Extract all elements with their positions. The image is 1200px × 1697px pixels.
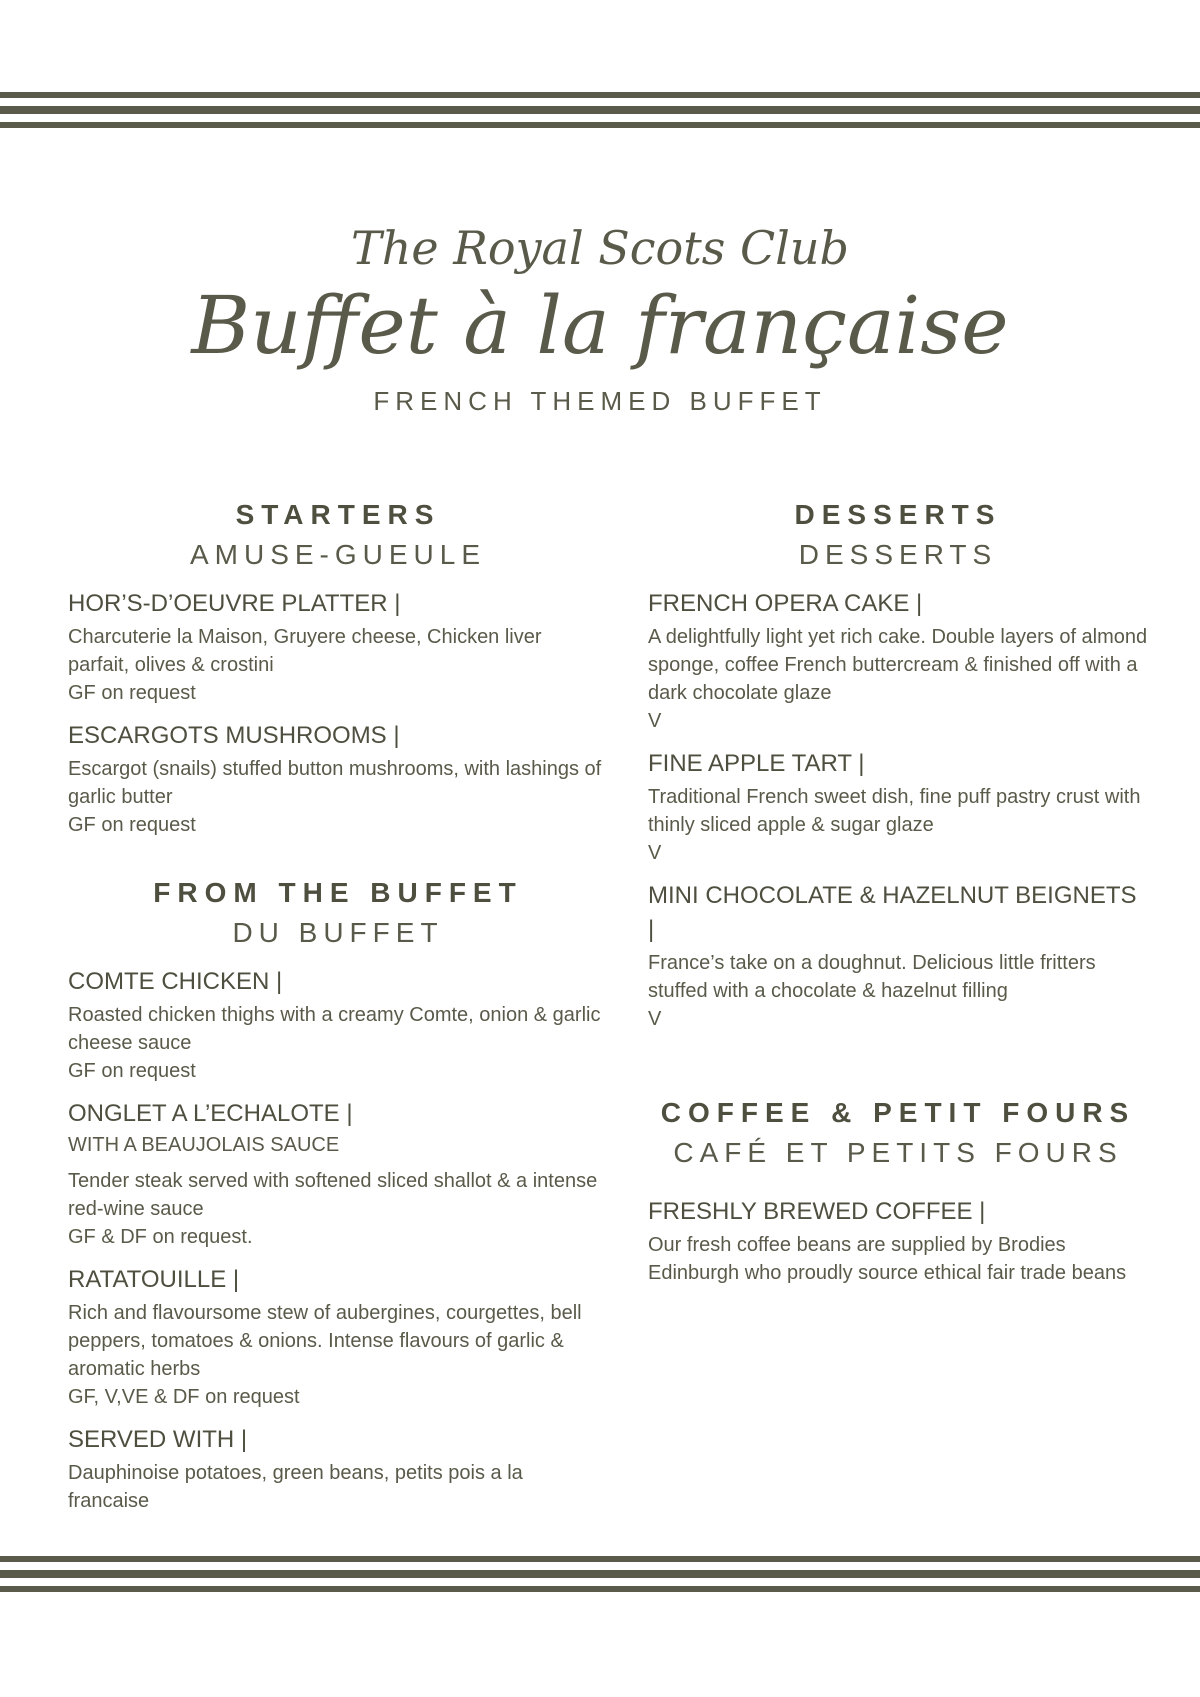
item-description: A delightfully light yet rich cake. Double layers of almond sponge, coffee French buttercream & finished off with a dark chocolate glaze (648, 626, 1148, 704)
item-name: ESCARGOTS MUSHROOMS | (68, 722, 400, 749)
stripe (0, 1556, 1200, 1562)
item-name: FINE APPLE TART | (648, 750, 865, 777)
item-dietary-note: V (648, 1008, 662, 1030)
item-description: Roasted chicken thighs with a creamy Comte, onion & garlic cheese sauce (68, 1004, 601, 1054)
right-column (648, 495, 1148, 1287)
menu-item (648, 1195, 1148, 1287)
item-dietary-note: GF on request (68, 682, 196, 704)
item-dietary-note: V (648, 710, 662, 732)
menu-title: Buffet à la française (191, 279, 1009, 372)
menu-item (68, 1423, 608, 1515)
item-description: Charcuterie la Maison, Gruyere cheese, Chicken liver parfait, olives & crostini (68, 626, 542, 676)
menu-header (0, 220, 1200, 417)
menu-item (648, 587, 1148, 735)
item-name: ONGLET A L’ECHALOTE | (68, 1100, 353, 1127)
section-heading-desserts (648, 495, 1148, 575)
item-description: France’s take on a doughnut. Delicious little fritters stuffed with a chocolate & hazelnut filling (648, 952, 1096, 1002)
section-title: COFFEE & PETIT FOURS (660, 1097, 1136, 1128)
stripe (0, 1570, 1200, 1578)
bottom-border-stripes (0, 1556, 1200, 1596)
item-name: SERVED WITH | (68, 1426, 248, 1453)
section-title: FROM THE BUFFET (153, 877, 523, 908)
menu-item (68, 1097, 608, 1251)
club-name: The Royal Scots Club (351, 221, 849, 275)
item-name: COMTE CHICKEN | (68, 968, 283, 995)
item-description: Dauphinoise potatoes, green beans, petits pois a la francaise (68, 1462, 523, 1512)
item-description: Traditional French sweet dish, fine puff pastry crust with thinly sliced apple & sugar glaze (648, 786, 1141, 836)
menu-item (68, 587, 608, 707)
item-description: Escargot (snails) stuffed button mushrooms, with lashings of garlic butter (68, 758, 602, 808)
menu-item (68, 965, 608, 1085)
item-subtitle: WITH A BEAUJOLAIS SAUCE (68, 1134, 340, 1156)
menu-item (68, 719, 608, 839)
left-column (68, 495, 608, 1515)
section-title: DESSERTS (794, 499, 1002, 530)
item-description: Our fresh coffee beans are supplied by Brodies Edinburgh who proudly source ethical fair trade beans (648, 1234, 1127, 1284)
item-name: RATATOUILLE | (68, 1266, 240, 1293)
item-name: MINI CHOCOLATE & HAZELNUT BEIGNETS | (648, 882, 1137, 943)
item-name: FRENCH OPERA CAKE | (648, 590, 923, 617)
item-dietary-note: GF on request (68, 1060, 196, 1082)
section-title-french: DESSERTS (798, 539, 998, 570)
section-title: STARTERS (235, 499, 441, 530)
item-dietary-note: GF & DF on request. (68, 1226, 253, 1248)
menu-item (648, 879, 1148, 1033)
item-name: FRESHLY BREWED COFFEE | (648, 1198, 986, 1225)
item-description: Tender steak served with softened sliced shallot & a intense red-wine sauce (68, 1170, 598, 1220)
section-title-french: AMUSE-GUEULE (189, 539, 487, 570)
menu-item (648, 747, 1148, 867)
item-dietary-note: V (648, 842, 662, 864)
section-heading-starters (68, 495, 608, 575)
item-dietary-note: GF, V,VE & DF on request (68, 1386, 300, 1408)
top-border-stripes (0, 92, 1200, 132)
section-title-french: CAFÉ ET PETITS FOURS (673, 1137, 1123, 1168)
stripe (0, 122, 1200, 128)
item-dietary-note: GF on request (68, 814, 196, 836)
menu-item (68, 1263, 608, 1411)
item-name: HOR’S-D’OEUVRE PLATTER | (68, 590, 401, 617)
stripe (0, 106, 1200, 114)
item-description: Rich and flavoursome stew of aubergines, courgettes, bell peppers, tomatoes & onions. Intense flavours of garlic & aromatic herbs (68, 1302, 582, 1380)
stripe (0, 1586, 1200, 1592)
section-title-french: DU BUFFET (232, 917, 444, 948)
stripe (0, 92, 1200, 98)
section-heading-buffet (68, 873, 608, 953)
menu-subtitle: FRENCH THEMED BUFFET (373, 386, 827, 416)
section-heading-coffee (648, 1093, 1148, 1173)
